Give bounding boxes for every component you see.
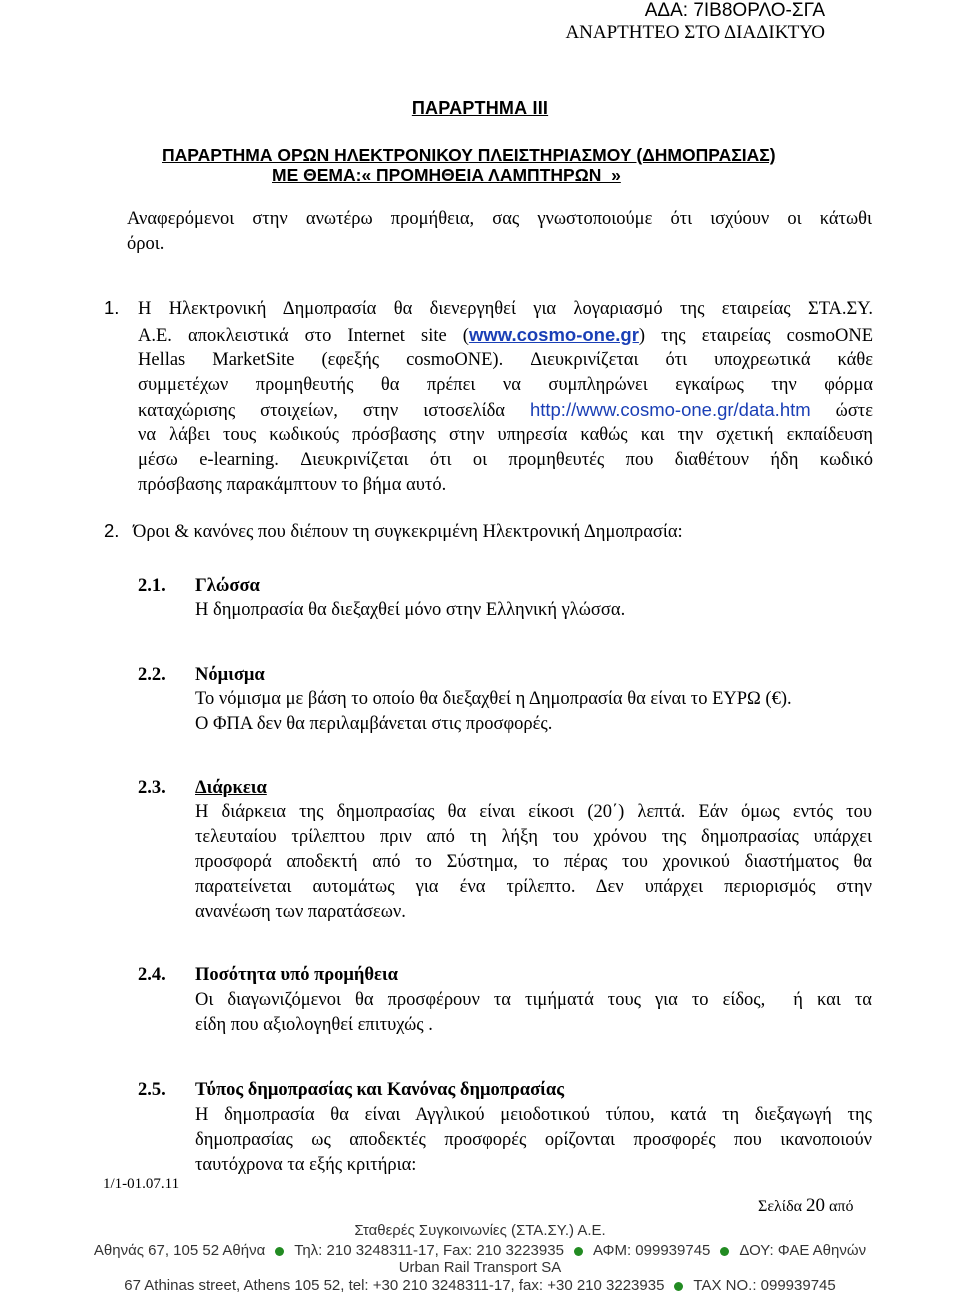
section25-line1: Η δημοπρασία θα είναι Αγγλικού μειοδοτικού τύπου, κατά τη διεξαγωγή της — [195, 1105, 872, 1125]
section25-line3: ταυτόχρονα τα εξής κριτήρια: — [195, 1155, 417, 1175]
section23-line5: ανανέωση των παρατάσεων. — [195, 902, 406, 922]
section1-line1: Η Ηλεκτρονική Δημοπρασία θα διενεργηθεί για λογαριασμό της εταιρείας ΣΤΑ.ΣΥ. — [138, 299, 873, 319]
section25-number: 2.5. — [138, 1080, 166, 1100]
section25-line2: δημοπρασίας ως αποδεκτές προσφορές ορίζονται προσφορές που ικανοποιούν — [195, 1130, 872, 1150]
cosmo-one-link[interactable]: www.cosmo-one.gr — [468, 324, 639, 345]
section22-number: 2.2. — [138, 665, 166, 685]
bullet-icon — [720, 1247, 729, 1256]
section2-number: 2. — [104, 520, 120, 541]
section22-line1: Το νόμισμα με βάση το οποίο θα διεξαχθεί η Δημοπρασία θα είναι το ΕΥΡΩ (€). — [195, 689, 792, 709]
document-code: 1/1-01.07.11 — [103, 1176, 180, 1192]
section23-number: 2.3. — [138, 778, 166, 798]
section23-line3: προσφορά αποδεκτή από το Σύστημα, το πέρας του χρονικού διαστήματος θα — [195, 852, 872, 872]
registration-link[interactable]: http://www.cosmo-one.gr/data.htm — [529, 399, 811, 420]
section1-line3: Hellas MarketSite (εφεξής cosmoONE). Διευκρινίζεται ότι υποχρεωτικά κάθε — [138, 350, 874, 370]
bullet-icon — [275, 1247, 284, 1256]
section2-heading: Όροι & κανόνες που διέπουν τη συγκεκριμένη Ηλεκτρονική Δημοπρασία: — [133, 522, 683, 542]
section23-title: Διάρκεια — [195, 778, 267, 798]
footer-company-english: Urban Rail Transport SA — [398, 1259, 562, 1276]
section1-line4: συμμετέχων προμηθευτής θα πρέπει να συμπληρώνει εγκαίρως την φόρμα — [138, 375, 873, 395]
section22-title: Νόμισμα — [195, 665, 265, 685]
section23-line4: παρατείνεται αυτομάτως για ένα τρίλεπτο. Δεν υπάρχει περιορισμός στην — [195, 877, 872, 897]
section24-line2: είδη που αξιολογηθεί επιτυχώς . — [195, 1015, 433, 1035]
section23-line2: τελευταίου τρίλεπτου πριν από τη λήξη του χρόνου της δημοπρασίας υπάρχει — [195, 827, 872, 847]
section24-title: Ποσότητα υπό προμήθεια — [195, 965, 398, 985]
section21-number: 2.1. — [138, 576, 166, 596]
section21-text: Η δημοπρασία θα διεξαχθεί μόνο στην Ελληνική γλώσσα. — [195, 600, 626, 620]
document-title-line1: ΠΑΡΑΡΤΗΜΑ ΟΡΩΝ ΗΛΕΚΤΡΟΝΙΚΟΥ ΠΛΕΙΣΤΗΡΙΑΣΜΟΥ (ΔΗΜΟΠΡΑΣΙΑΣ) — [162, 145, 776, 165]
posted-label: ΑΝΑΡΤΗΤΕΟ ΣΤΟ ΔΙΑΔΙΚΤΥΟ — [565, 22, 825, 43]
section23-line1: Η διάρκεια της δημοπρασίας θα είναι είκοσι (20΄) λεπτά. Εάν όμως εντός του — [195, 802, 872, 822]
section21-title: Γλώσσα — [195, 576, 260, 596]
document-title-line2: ΜΕ ΘΕΜΑ:« ΠΡΟΜΗΘΕΙΑ ΛΑΜΠΤΗΡΩΝ » — [272, 165, 621, 185]
footer-company-greek: Σταθερές Συγκοινωνίες (ΣΤΑ.ΣΥ.) Α.Ε. — [354, 1222, 606, 1239]
bullet-icon — [674, 1282, 683, 1291]
section22-line2: Ο ΦΠΑ δεν θα περιλαμβάνεται στις προσφορές. — [195, 714, 553, 734]
section1-line2: Α.Ε. αποκλειστικά στο Internet site (www.cosmo-one.gr) της εταιρείας cosmoONE — [138, 324, 873, 346]
section1-line8: πρόσβασης παρακάμπτουν το βήμα αυτό. — [138, 475, 447, 495]
section1-number: 1. — [104, 297, 120, 318]
page-number: Σελίδα 20 από — [758, 1195, 854, 1216]
section25-title: Τύπος δημοπρασίας και Κανόνας δημοπρασίας — [195, 1080, 565, 1100]
annex-title: ΠΑΡΑΡΤΗΜΑ ΙΙΙ — [411, 98, 549, 118]
section1-line7: μέσω e-learning. Διευκρινίζεται ότι οι προμηθευτές που διαθέτουν ήδη κωδικό — [138, 450, 874, 470]
ada-code: ΑΔΑ: 7ΙΒ8ΟΡΛΟ-ΣΓΑ — [644, 0, 825, 21]
section1-line5: καταχώρισης στοιχείων, στην ιστοσελίδα http://www.cosmo-one.gr/data.htm ώστε — [138, 399, 873, 421]
section1-line6: να λάβει τους κωδικούς πρόσβασης στην υπηρεσία καθώς και την σχετική εκπαίδευση — [138, 425, 873, 445]
bullet-icon — [574, 1247, 583, 1256]
intro-line2: όροι. — [127, 234, 165, 254]
footer-contact-english: 67 Athinas street, Athens 105 52, tel: +30 210 3248311-17, fax: +30 210 3223935 TAX NO.: 099939745 — [124, 1277, 836, 1294]
section24-line1: Οι διαγωνιζόμενοι θα προσφέρουν τα τιμήματά τους για το είδος, ή και τα — [195, 990, 872, 1010]
footer-contact-greek: Αθηνάς 67, 105 52 Αθήνα Τηλ: 210 3248311-17, Fax: 210 3223935 ΑΦΜ: 099939745 ΔΟΥ: ΦΑΕ Αθηνών — [93, 1242, 867, 1259]
section24-number: 2.4. — [138, 965, 166, 985]
intro-line1: Αναφερόμενοι στην ανωτέρω προμήθεια, σας γνωστοποιούμε ότι ισχύουν οι κάτωθι — [127, 209, 872, 229]
